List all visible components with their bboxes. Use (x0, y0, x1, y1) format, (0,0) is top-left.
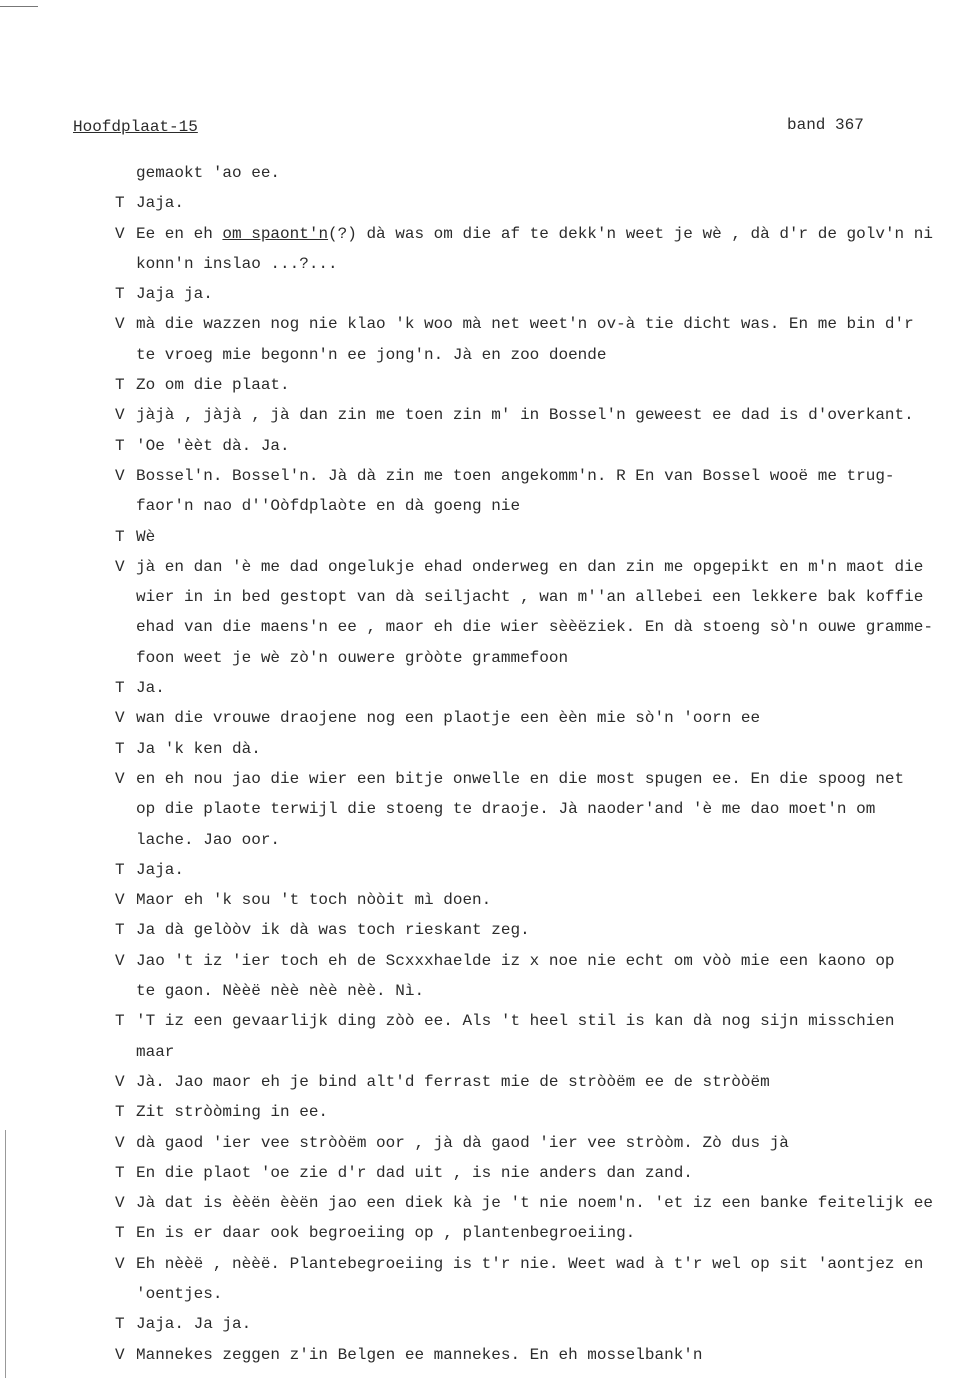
speaker-label: V (115, 1254, 125, 1273)
utterance-text: dà gaod 'ier vee stròòëm oor , jà dà gaod 'ier vee stròòm. Zò dus jà (136, 1133, 789, 1152)
continuation-line: te vroeg mie begonn'n ee jong'n. Jà en zoo doende (136, 345, 607, 364)
transcript (115, 158, 966, 1370)
utterance-text: En is er daar ook begroeiing op , plantenbegroeiing. (136, 1224, 636, 1243)
transcript-line (115, 1158, 966, 1188)
utterance-text: Maor eh 'k sou 't toch nòòit mì doen. (136, 891, 492, 910)
speaker-label: T (115, 376, 125, 395)
transcript-line (115, 1067, 966, 1097)
utterance-text: Ee en eh (136, 224, 223, 243)
speaker-label: T (115, 1012, 125, 1031)
continuation-line: op die plaote terwijl die stoeng te draoje. Jà naoder'and 'è me dao moet'n om (136, 800, 876, 819)
transcript-line (115, 734, 966, 764)
speaker-label: T (115, 679, 125, 698)
transcript-line (115, 370, 966, 400)
speaker-label: V (115, 709, 125, 728)
continuation-line: 'oentjes. (136, 1284, 223, 1303)
speaker-label: T (115, 860, 125, 879)
transcript-line (115, 1249, 966, 1279)
utterance-text: jà en dan 'è me dad ongelukje ehad onderweg en dan zin me opgepikt en m'n maot die (136, 557, 924, 576)
continuation-line: te gaon. Nèèë nèè nèè nèè. Nì. (136, 982, 425, 1001)
speaker-label: V (115, 1072, 125, 1091)
speaker-label: V (115, 1133, 125, 1152)
utterance-text: (?) dà was om die af te dekk'n weet je wè , dà d'r de golv'n ni (328, 224, 933, 243)
continuation-line: lache. Jao oor. (136, 830, 281, 849)
speaker-label: V (115, 1345, 125, 1364)
speaker-label: V (115, 466, 125, 485)
speaker-label: T (115, 1224, 125, 1243)
continuation-line: faor'n nao d''Oòfdplaòte en dà goeng nie (136, 497, 521, 516)
transcript-line (115, 188, 966, 218)
underlined-text: om spaont'n (222, 224, 329, 243)
utterance-text: Jà dat is èèën èèën jao een diek kà je 't nie noem'n. 'et iz een banke feitelijk ee (136, 1194, 933, 1213)
transcript-line (115, 522, 966, 552)
speaker-label: T (115, 1163, 125, 1182)
transcript-line (115, 1218, 966, 1248)
transcript-line (115, 855, 966, 885)
speaker-label: T (115, 1103, 125, 1122)
speaker-label: V (115, 891, 125, 910)
transcript-line (115, 673, 966, 703)
transcript-line (115, 219, 966, 249)
transcript-line (115, 885, 966, 915)
speaker-label: T (115, 436, 125, 455)
speaker-label: T (115, 1315, 125, 1334)
transcript-line (115, 552, 966, 582)
utterance-text: en eh nou jao die wier een bitje onwelle en die most spugen ee. En die spoog net (136, 769, 905, 788)
corner-mark (0, 6, 38, 7)
speaker-label: V (115, 224, 125, 243)
speaker-label: T (115, 285, 125, 304)
transcript-line (115, 400, 966, 430)
speaker-label: V (115, 951, 125, 970)
continuation-line: ehad van die maens'n ee , maor eh die wier sèèëziek. En dà stoeng sò'n ouwe gramme- (136, 618, 933, 637)
continuation-line: wier in in bed gestopt van dà seiljacht , wan m''an allebei een lekkere bak koffie (136, 588, 924, 607)
transcript-line (115, 279, 966, 309)
utterance-text: mà die wazzen nog nie klao 'k woo mà net weet'n ov-à tie dicht was. En me bin d'r (136, 315, 914, 334)
speaker-label: V (115, 406, 125, 425)
margin-line (5, 1130, 6, 1378)
speaker-label: V (115, 315, 125, 334)
band-number: band 367 (787, 116, 864, 134)
transcript-line (115, 1097, 966, 1127)
utterance-text: Zo om die plaat. (136, 376, 290, 395)
utterance-text: 'T iz een gevaarlijk ding zòò ee. Als 't heel stil is kan dà nog sijn misschien (136, 1012, 895, 1031)
transcript-line (115, 431, 966, 461)
utterance-text: Jaja ja. (136, 285, 213, 304)
utterance-text: Zit stròòming in ee. (136, 1103, 329, 1122)
utterance-text: Ja dà gelòòv ik dà was toch rieskant zeg. (136, 921, 530, 940)
continuation-line: foon weet je wè zò'n ouwere gròòte grammefoon (136, 648, 569, 667)
utterance-text: En die plaot 'oe zie d'r dad uit , is nie anders dan zand. (136, 1163, 693, 1182)
transcript-line (115, 461, 966, 491)
transcript-line (115, 703, 966, 733)
transcript-line (115, 915, 966, 945)
continuation-line: konn'n inslao ...?... (136, 254, 338, 273)
utterance-text: Jao 't iz 'ier toch eh de Scxxxhaelde iz x noe nie echt om vòò mie een kaono op (136, 951, 895, 970)
utterance-text: jàjà , jàjà , jà dan zin me toen zin m' in Bossel'n geweest ee dad is d'overkant. (136, 406, 914, 425)
transcript-line (115, 1128, 966, 1158)
utterance-text: Jà. Jao maor eh je bind alt'd ferrast mie de stròòëm ee de stròòëm (136, 1072, 770, 1091)
utterance-text: Eh nèèë , nèèë. Plantebegroeiing is t'r nie. Weet wad à t'r wel op sit 'aontjez en (136, 1254, 924, 1273)
utterance-text: Jaja. Ja ja. (136, 1315, 252, 1334)
speaker-label: V (115, 557, 125, 576)
utterance-text: Jaja. (136, 194, 185, 213)
speaker-label: T (115, 921, 125, 940)
speaker-label: T (115, 194, 125, 213)
page-title: Hoofdplaat-15 (73, 118, 198, 136)
utterance-text: Mannekes zeggen z'in Belgen ee mannekes. En eh mosselbank'n (136, 1345, 703, 1364)
utterance-text: 'Oe 'èèt dà. Ja. (136, 436, 290, 455)
utterance-text: Jaja. (136, 860, 185, 879)
speaker-label: V (115, 769, 125, 788)
speaker-label: T (115, 739, 125, 758)
continuation-line: maar (136, 1042, 175, 1061)
speaker-label: V (115, 1194, 125, 1213)
transcript-line (115, 946, 966, 976)
utterance-text: Bossel'n. Bossel'n. Jà dà zin me toen angekomm'n. R En van Bossel wooë me trug- (136, 466, 895, 485)
continuation-line: gemaokt 'ao ee. (136, 164, 281, 182)
utterance-text: Ja. (136, 679, 165, 698)
transcript-line (115, 1340, 966, 1370)
transcript-line (115, 1309, 966, 1339)
speaker-label: T (115, 527, 125, 546)
utterance-text: Ja 'k ken dà. (136, 739, 261, 758)
utterance-text: Wè (136, 527, 156, 546)
transcript-line (115, 309, 966, 339)
transcript-line (115, 1006, 966, 1036)
transcript-line (115, 1188, 966, 1218)
utterance-text: wan die vrouwe draojene nog een plaotje een èèn mie sò'n 'oorn ee (136, 709, 761, 728)
transcript-line (115, 764, 966, 794)
